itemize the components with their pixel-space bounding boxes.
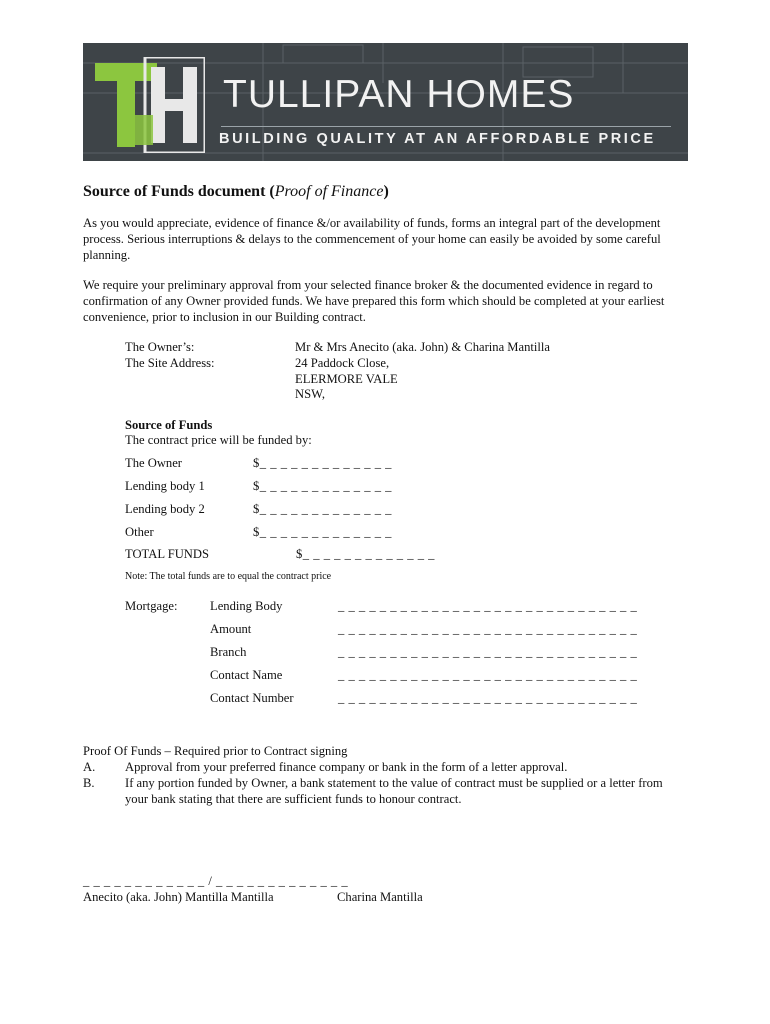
mortgage-row-label: Contact Number bbox=[210, 691, 294, 705]
tullipan-logo-icon bbox=[95, 57, 205, 153]
source-of-funds-heading: Source of Funds bbox=[125, 418, 213, 432]
mortgage-row-blank[interactable]: _ _ _ _ _ _ _ _ _ _ _ _ _ _ _ _ _ _ _ _ _ _ _ _ _ _ _ _ _ bbox=[338, 668, 638, 682]
owners-label: The Owner’s: bbox=[125, 340, 195, 354]
intro-paragraph: As you would appreciate, evidence of finance &/or availability of funds, forms an integral part of the development process. Serious interruptions & delays to the commencement of your home can easily be avoided by some careful planning. bbox=[83, 216, 661, 262]
funds-row-label: The Owner bbox=[125, 456, 182, 470]
mortgage-label: Mortgage: bbox=[125, 599, 178, 613]
proof-b-marker: B. bbox=[83, 776, 95, 790]
mortgage-row-blank[interactable]: _ _ _ _ _ _ _ _ _ _ _ _ _ _ _ _ _ _ _ _ _ _ _ _ _ _ _ _ _ bbox=[338, 622, 638, 636]
owners-value: Mr & Mrs Anecito (aka. John) & Charina Mantilla bbox=[295, 340, 550, 354]
proof-b-text-line1: If any portion funded by Owner, a bank statement to the value of contract must be supplied or a letter from bbox=[125, 776, 663, 790]
brand-name: TULLIPAN HOMES bbox=[223, 73, 575, 116]
signature-lines[interactable]: _ _ _ _ _ _ _ _ _ _ _ _ / _ _ _ _ _ _ _ _ _ _ _ _ _ bbox=[83, 874, 349, 888]
funds-note: Note: The total funds are to equal the contract price bbox=[125, 571, 332, 582]
address-line-1: 24 Paddock Close, bbox=[295, 356, 390, 370]
mortgage-row-label: Amount bbox=[210, 622, 252, 636]
funds-row-label: Lending body 2 bbox=[125, 502, 205, 516]
address-line-3: NSW, bbox=[295, 387, 325, 401]
document-title bbox=[83, 183, 389, 201]
total-funds-blank[interactable]: $_ _ _ _ _ _ _ _ _ _ _ _ _ bbox=[296, 547, 435, 561]
mortgage-row-blank[interactable]: _ _ _ _ _ _ _ _ _ _ _ _ _ _ _ _ _ _ _ _ _ _ _ _ _ _ _ _ _ bbox=[338, 691, 638, 705]
funds-row-blank[interactable]: $_ _ _ _ _ _ _ _ _ _ _ _ _ bbox=[253, 502, 392, 516]
address-line-2: ELERMORE VALE bbox=[295, 372, 398, 386]
title-text: Source of Funds document bbox=[83, 183, 266, 200]
title-paren-close: ) bbox=[383, 183, 389, 200]
title-paren-open: ( bbox=[269, 183, 275, 200]
title-italic: Proof of Finance bbox=[274, 183, 384, 200]
total-funds-label: TOTAL FUNDS bbox=[125, 547, 210, 561]
funds-row-blank[interactable]: $_ _ _ _ _ _ _ _ _ _ _ _ _ bbox=[253, 525, 392, 539]
proof-a-marker: A. bbox=[83, 760, 96, 774]
mortgage-row-blank[interactable]: _ _ _ _ _ _ _ _ _ _ _ _ _ _ _ _ _ _ _ _ _ _ _ _ _ _ _ _ _ bbox=[338, 645, 638, 659]
mortgage-row-blank[interactable]: _ _ _ _ _ _ _ _ _ _ _ _ _ _ _ _ _ _ _ _ _ _ _ _ _ _ _ _ _ bbox=[338, 599, 638, 613]
funds-row-blank[interactable]: $_ _ _ _ _ _ _ _ _ _ _ _ _ bbox=[253, 479, 392, 493]
proof-a-text: Approval from your preferred finance company or bank in the form of a letter approval. bbox=[125, 760, 568, 774]
mortgage-row-label: Branch bbox=[210, 645, 247, 659]
funds-row-label: Lending body 1 bbox=[125, 479, 205, 493]
signatory-2-name: Charina Mantilla bbox=[337, 890, 423, 904]
proof-b-text-line2: your bank stating that there are sufficient funds to honour contract. bbox=[125, 792, 462, 806]
funds-row-blank[interactable]: $_ _ _ _ _ _ _ _ _ _ _ _ _ bbox=[253, 456, 392, 470]
header-banner bbox=[83, 43, 688, 161]
mortgage-row-label: Lending Body bbox=[210, 599, 283, 613]
requirement-paragraph: We require your preliminary approval from your selected finance broker & the documented evidence in regard to confirmation of any Owner provided funds. We have prepared this form which should be completed at your earliest convenience, prior to inclusion in our Building contract. bbox=[83, 278, 665, 324]
brand-tagline: BUILDING QUALITY AT AN AFFORDABLE PRICE bbox=[219, 131, 656, 147]
proof-heading: Proof Of Funds – Required prior to Contract signing bbox=[83, 744, 348, 758]
funds-row-label: Other bbox=[125, 525, 154, 539]
site-address-label: The Site Address: bbox=[125, 356, 215, 370]
mortgage-row-label: Contact Name bbox=[210, 668, 283, 682]
signatory-1-name: Anecito (aka. John) Mantilla Mantilla bbox=[83, 890, 274, 904]
banner-divider bbox=[221, 126, 671, 127]
source-of-funds-subheading: The contract price will be funded by: bbox=[125, 433, 312, 447]
